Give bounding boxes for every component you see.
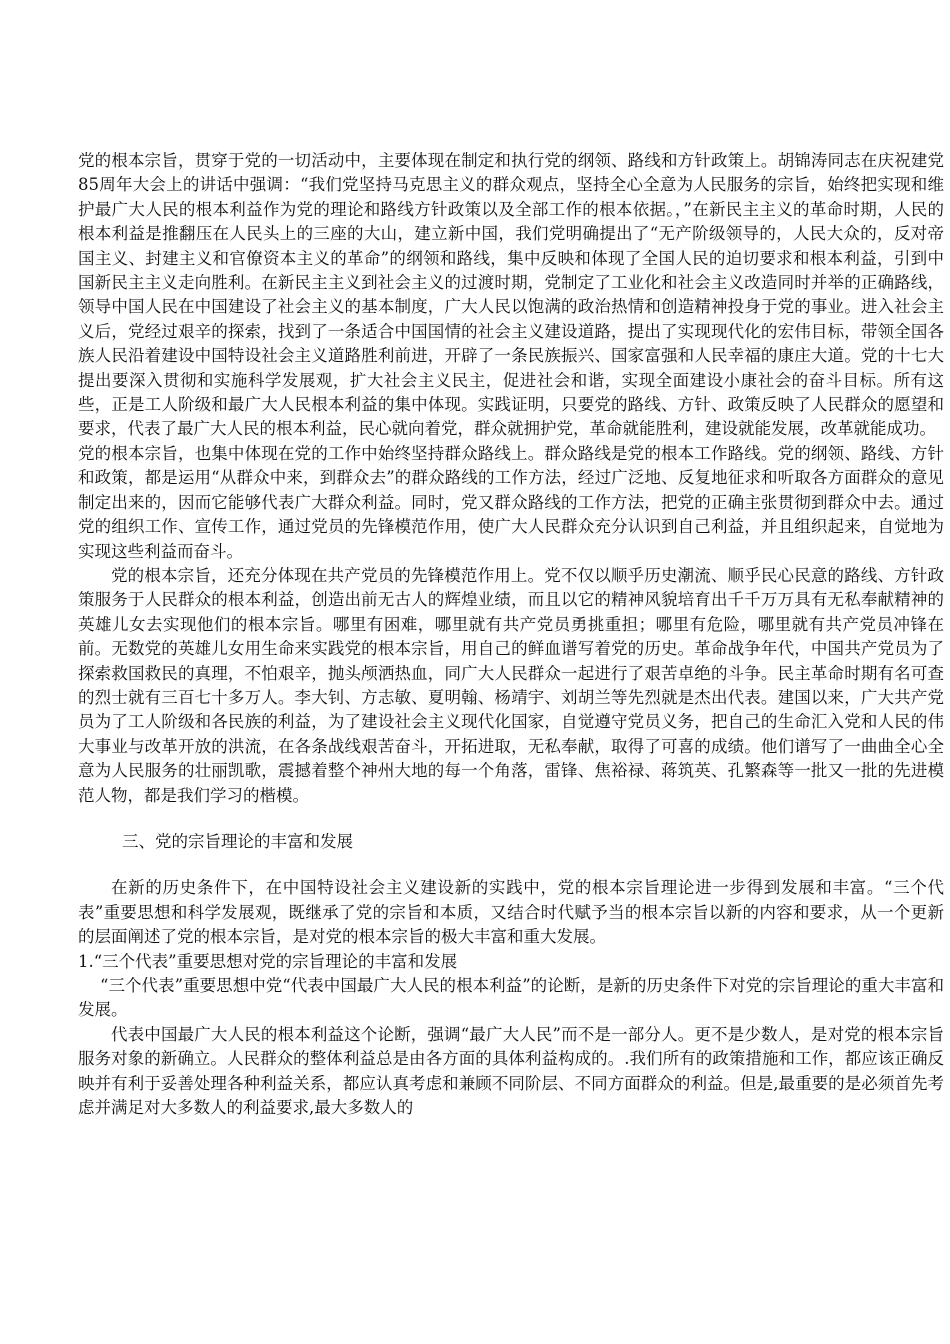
paragraph-three-represents: “三个代表”重要思想中党“代表中国最广大人民的根本利益”的论断，是新的历史条件下对党的宗旨理论的重大丰富和发展。	[78, 976, 944, 1020]
paragraph-mass-line: 党的根本宗旨，也集中体现在党的工作中始终坚持群众路线上。群众路线是党的根本工作路线。党的纲领、路线、方针和政策，都是运用“从群众中来，到群众去”的群众路线的工作方法，经过广泛地、反复地征求和听取各方面群众的意见制定出来的，因而它能够代表广大群众利益。同时，党又群众路线的工作方法，把党的正确主张贯彻到群众中去。通过党的组织工作、宣传工作，通过党员的先锋模范作用，使广大人民群众充分认识到自己利益，并且组织起来，自觉地为实现这些利益而奋斗。	[78, 443, 944, 561]
paragraph-broadest-people: 代表中国最广大人民的根本利益这个论断，强调“最广大人民”而不是一部分人。更不是少数人，是对党的根本宗旨服务对象的新确立。人民群众的整体利益总是由各方面的具体利益构成的。.我们所有的政策措施和工作，都应该正确反映并有利于妥善处理各种利益关系，都应认真考虑和兼顾不同阶层、不同方面群众的利益。但是,最重要的是必须首先考虑并满足对大多数人的利益要求,最大多数人的	[78, 1024, 944, 1118]
paragraph-new-historical-conditions: 在新的历史条件下，在中国特设社会主义建设新的实践中，党的根本宗旨理论进一步得到发展和丰富。“三个代表”重要思想和科学发展观，既继承了党的宗旨和本质，又结合时代赋予当的根本宗旨以新的内容和要求，从一个更新的层面阐述了党的根本宗旨，是对党的根本宗旨的极大丰富和重大发展。	[78, 878, 944, 947]
paragraph-party-members-vanguard: 党的根本宗旨，还充分体现在共产党员的先锋模范作用上。党不仅以顺乎历史潮流、顺乎民心民意的路线、方针政策服务于人民群众的根本利益，创造出前无古人的辉煌业绩，而且以它的精神风貌培育出千千万万具有无私奉献精神的英雄儿女去实现他们的根本宗旨。哪里有困难，哪里就有共产党员勇挑重担；哪里有危险，哪里就有共产党员冲锋在前。无数党的英雄儿女用生命来实践党的根本宗旨，用自己的鲜血谱写着党的历史。革命战争年代，中国共产党员为了探索救国救民的真理，不怕艰辛，抛头颅洒热血，同广大人民群众一起进行了艰苦卓绝的斗争。民主革命时期有名可查的烈士就有三百七十多万人。李大钊、方志敏、夏明翰、杨靖宇、刘胡兰等先烈就是杰出代表。建国以来，广大共产党员为了工人阶级和各民族的利益，为了建设社会主义现代化国家，自觉遵守党员义务，把自己的生命汇入党和人民的伟大事业与改革开放的洪流，在各条战线艰苦奋斗，开拓进取，无私奉献，取得了可喜的成绩。他们谱写了一曲曲全心全意为人民服务的壮丽凯歌，震撼着整个神州大地的每一个角落，雷锋、焦裕禄、蒋筑英、孔繁森等一批又一批的先进模范人物，都是我们学习的楷模。	[78, 565, 944, 805]
paragraph-party-purpose-policies: 党的根本宗旨，贯穿于党的一切活动中，主要体现在制定和执行党的纲领、路线和方针政策上。胡锦涛同志在庆祝建党85周年大会上的讲话中强调：“我们党坚持马克思主义的群众观点，坚持全心全意为人民服务的宗旨，始终把实现和维护最广大人民的根本利益作为党的理论和路线方针政策以及全部工作的根本依据。，”在新民主主义的革命时期，人民的根本利益是推翻压在人民头上的三座的大山，建立新中国，我们党明确提出了“无产阶级领导的，人民大众的，反对帝国主义、封建主义和官僚资本主义的革命”的纲领和路线，集中反映和体现了全国人民的迫切要求和根本利益，引到中国新民主主义走向胜利。在新民主主义到社会主义的过渡时期，党制定了工业化和社会主义改造同时并举的正确路线，领导中国人民在中国建设了社会主义的基本制度，广大人民以饱满的政治热情和创造精神投身于党的事业。进入社会主义后，党经过艰辛的探索，找到了一条适合中国国情的社会主义建设道路，提出了实现现代化的宏伟目标，带领全国各族人民沿着建设中国特设社会主义道路胜利前进，开辟了一条民族振兴、国家富强和人民幸福的康庄大道。党的十七大提出要深入贯彻和实施科学发展观，扩大社会主义民主，促进社会和谐，实现全面建设小康社会的奋斗目标。所有这些，正是工人阶级和最广大人民根本利益的集中体现。实践证明，只要党的路线、方针、政策反映了人民群众的愿望和要求，代表了最广大人民的根本利益，民心就向着党，群众就拥护党，革命就能胜利，建设就能发展，改革就能成功。	[78, 151, 944, 439]
subsection-heading-one: 1.“三个代表”重要思想对党的宗旨理论的丰富和发展	[78, 951, 458, 971]
section-heading-three: 三、党的宗旨理论的丰富和发展	[122, 831, 353, 851]
document-body	[78, 149, 944, 1120]
